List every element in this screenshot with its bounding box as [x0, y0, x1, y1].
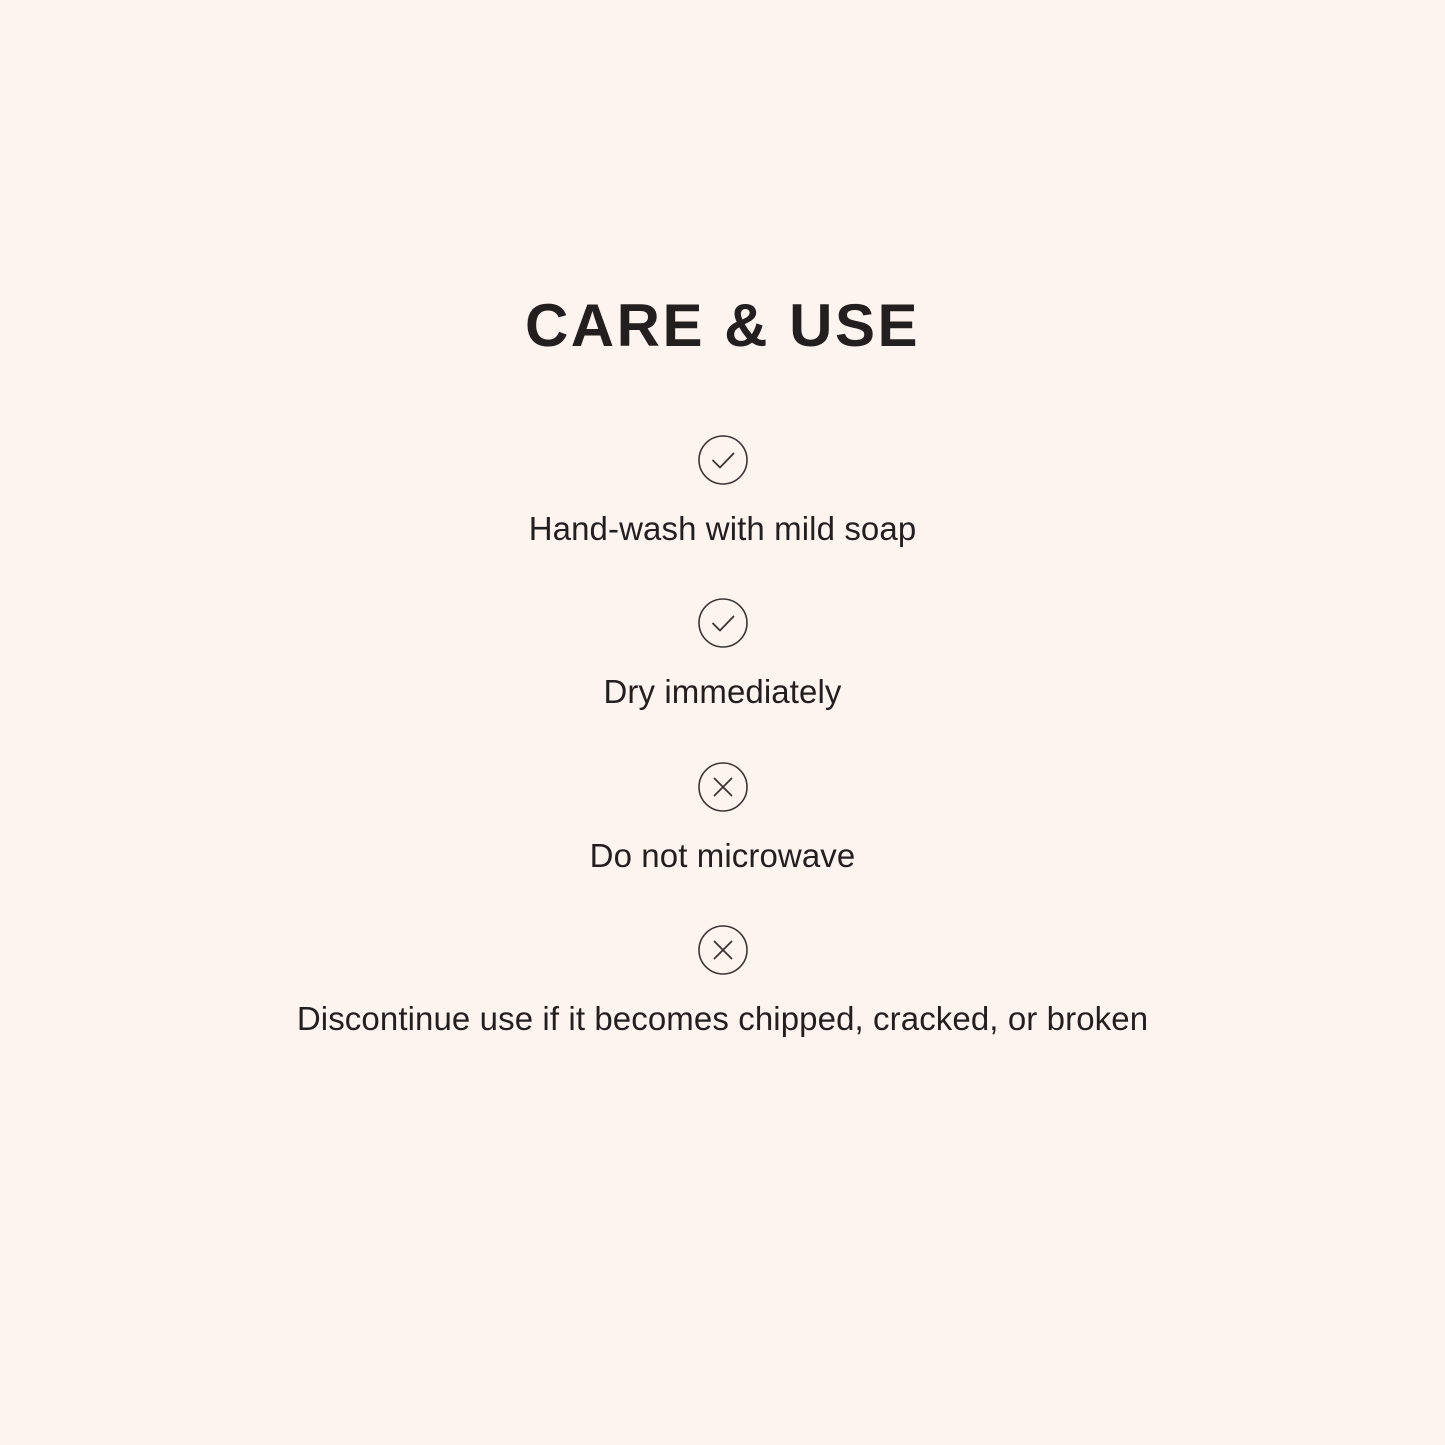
check-circle-icon	[697, 597, 749, 649]
care-instruction-list	[0, 434, 1445, 1087]
page-title: CARE & USE	[524, 292, 921, 359]
list-item	[0, 924, 1445, 1039]
list-item-label: Discontinue use if it becomes chipped, cracked, or broken	[296, 999, 1149, 1037]
list-item	[0, 761, 1445, 876]
check-circle-icon	[697, 434, 749, 486]
cross-circle-icon	[697, 761, 749, 813]
list-item	[0, 434, 1445, 549]
list-item-label: Do not microwave	[589, 836, 856, 874]
cross-circle-icon	[697, 924, 749, 976]
list-item	[0, 597, 1445, 712]
list-item-label: Dry immediately	[603, 673, 842, 711]
list-item-label: Hand-wash with mild soap	[528, 510, 917, 547]
